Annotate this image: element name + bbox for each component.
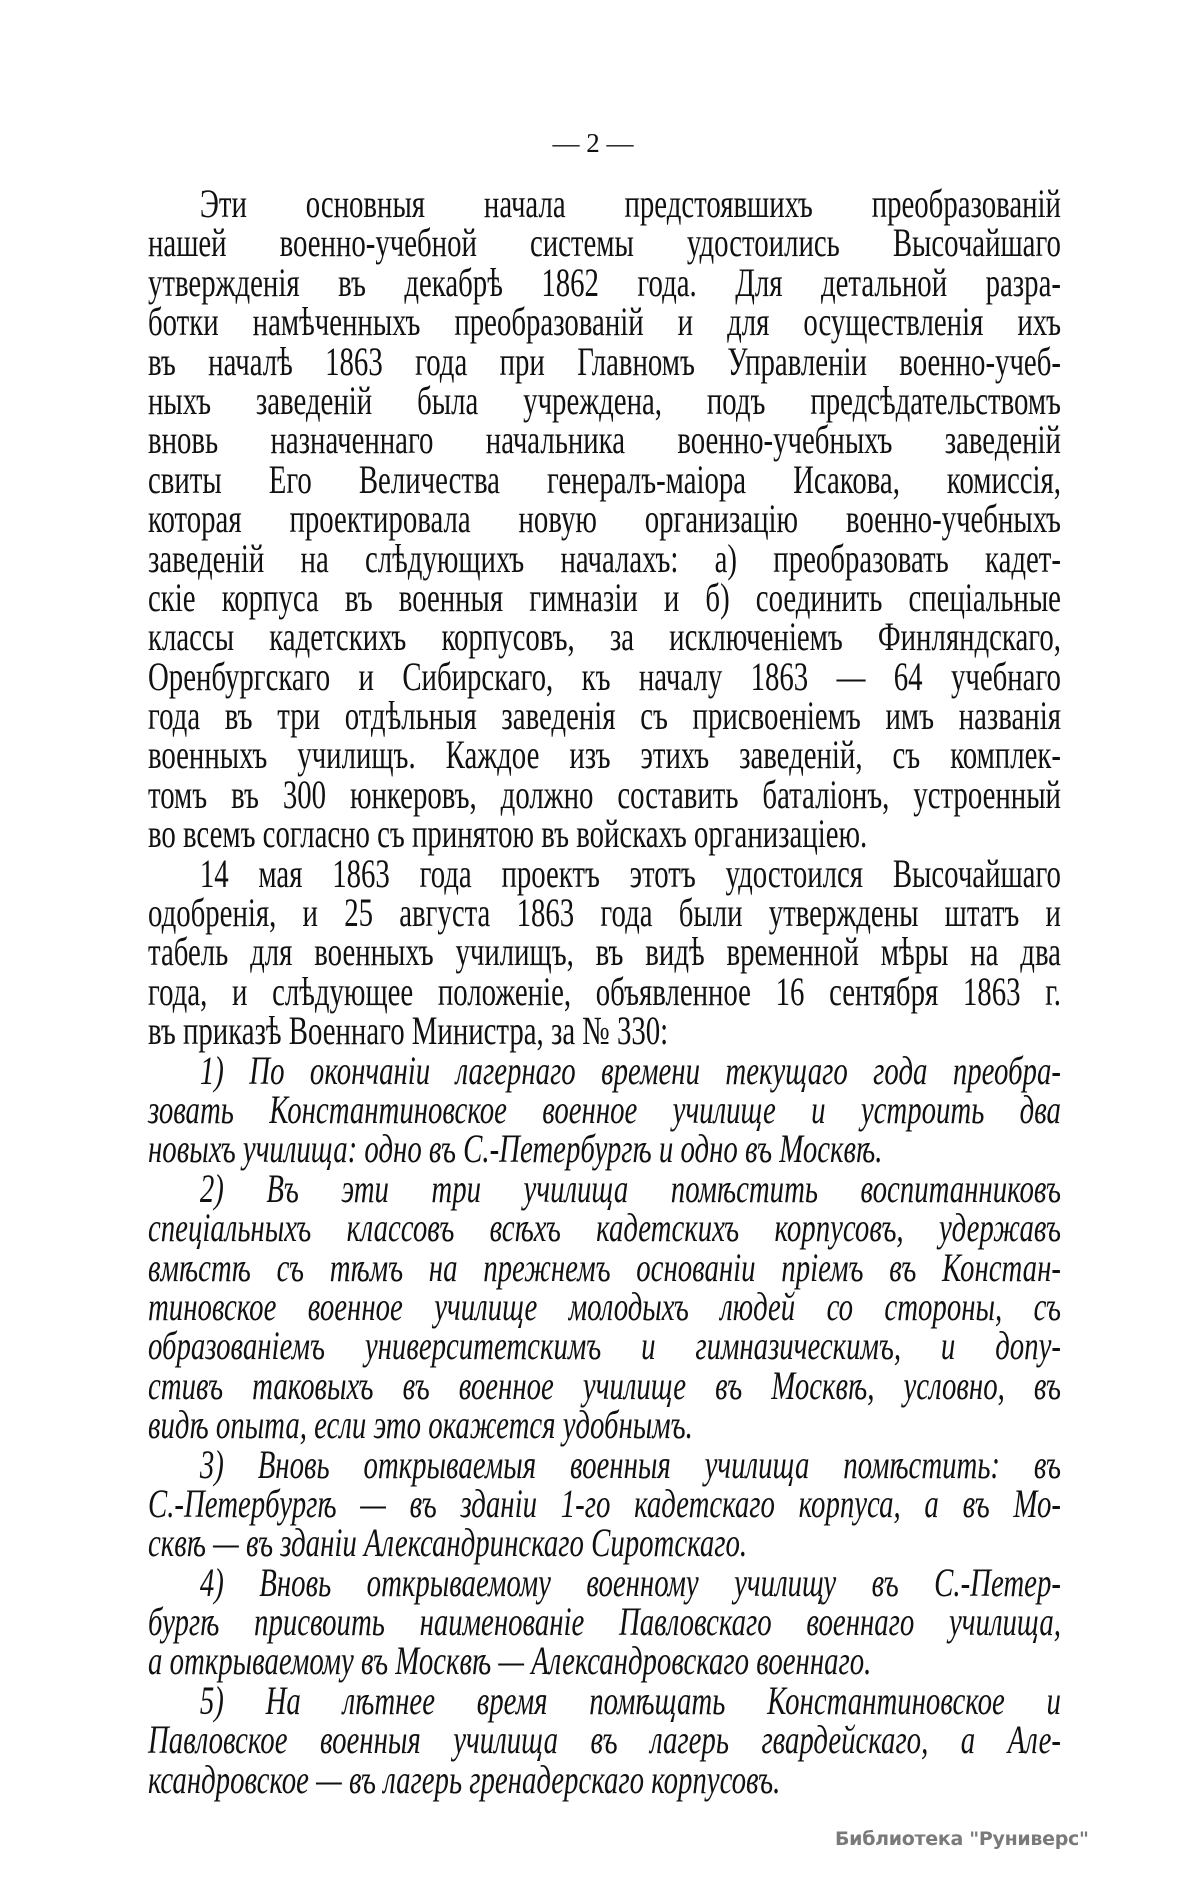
line-text: образованіемъ университетскимъ и гимназическимъ, и допу- [148,1323,1061,1369]
line-text: Оренбургскаго и Сибирскаго, къ началу 1863 — 64 учебнаго [148,653,1061,699]
line-text: года, и слѣдующее положеніе, объявленное 16 сентября 1863 г. [148,968,1061,1014]
text-line [148,220,1061,266]
decree-text-line [148,1638,1061,1684]
line-text: которая проектировала новую организацію военно-учебныхъ [148,496,1061,542]
text-line [148,693,1061,739]
line-text: одобренія, и 25 августа 1863 года были утверждены штатъ и [148,890,1061,936]
line-text: утвержденія въ декабрѣ 1862 года. Для детальной разра- [148,259,1061,305]
line-text: въ приказѣ Военнаго Министра, за № 330: [148,1008,669,1054]
decree-text-line [148,1283,1061,1329]
decree-text-line [148,1717,1061,1763]
decree-text-line [148,1086,1061,1132]
line-text: ботки намѣченныхъ преобразованій и для осуществленія ихъ [148,299,1061,345]
text-line [148,614,1061,660]
line-text: 3) Вновь открываемыя военныя училища помѣстить: въ [199,1441,1061,1487]
line-text: нашей военно-учебной системы удостоились Высочайшаго [148,220,1061,266]
line-text: бургѣ присвоить наименованіе Павловскаго военнаго училища, [148,1599,1061,1645]
line-text: ксандровское — въ лагерь гренадерскаго корпусовъ. [148,1756,781,1802]
line-text: а открываемому въ Москвѣ — Александровскаго военнаго. [148,1638,872,1684]
text-line [148,929,1061,975]
line-text: скіе корпуса въ военныя гимназіи и б) соединить спеціальные [148,574,1061,620]
text-line [148,535,1061,581]
line-text: видѣ опыта, если это окажется удобнымъ. [148,1402,693,1448]
decree-text-line [148,1402,1061,1448]
library-watermark: Библиотека "Руниверс" [835,1828,1089,1850]
decree-text-line [148,1047,1061,1093]
decree-text-line [148,1244,1061,1290]
text-line [148,574,1061,620]
line-text: томъ въ 300 юнкеровъ, должно составить баталіонъ, устроенный [148,771,1061,817]
document-body [148,181,1061,1802]
line-text: 5) На лѣтнее время помѣщать Константиновское и [199,1677,1061,1723]
line-text: года въ три отдѣльныя заведенія съ присвоеніемъ имъ названія [148,693,1061,739]
text-line [148,771,1061,817]
decree-text-line [148,1480,1061,1526]
line-text: новыхъ училища: одно въ С.-Петербургѣ и одно въ Москвѣ. [148,1126,883,1172]
text-line [148,732,1061,778]
text-line [148,850,1061,896]
text-line [148,1008,1061,1054]
text-line [148,181,1061,226]
line-text: спеціальныхъ классовъ всѣхъ кадетскихъ корпусовъ, удержавъ [148,1205,1061,1251]
decree-text-line [148,1599,1061,1645]
text-line [148,968,1061,1014]
line-text: тиновское военное училище молодыхъ людей со стороны, съ [148,1283,1061,1329]
decree-text-line [148,1520,1061,1566]
line-text: ныхъ заведеній была учреждена, подъ предсѣдательствомъ [148,377,1061,423]
line-text: 2) Въ эти три училища помѣстить воспитанниковъ [199,1165,1061,1211]
text-line [148,299,1061,345]
line-text: классы кадетскихъ корпусовъ, за исключеніемъ Финляндскаго, [148,614,1061,660]
text-line [148,338,1061,384]
line-text: табель для военныхъ училищъ, въ видѣ временной мѣры на два [148,929,1061,975]
line-text: военныхъ училищъ. Каждое изъ этихъ заведеній, съ комплек- [148,732,1061,778]
line-text: вмѣстѣ съ тѣмъ на прежнемъ основаніи пріемъ въ Констан- [148,1244,1061,1290]
line-text: свиты Его Величества генералъ-маіора Исакова, комиссія, [148,456,1061,502]
decree-text-line [148,1441,1061,1487]
line-text: 1) По окончаніи лагернаго времени текущаго года преобра- [199,1047,1061,1093]
decree-text-line [148,1126,1061,1172]
text-line [148,496,1061,542]
line-text: С.-Петербургѣ — въ зданіи 1-го кадетскаго корпуса, а въ Мо- [148,1480,1061,1526]
text-line [148,259,1061,305]
line-text: зовать Константиновское военное училище и устроить два [148,1086,1061,1132]
line-text: стивъ таковыхъ въ военное училище въ Москвѣ, условно, въ [148,1362,1061,1408]
decree-text-line [148,1323,1061,1369]
text-line [148,890,1061,936]
decree-text-line [148,1205,1061,1251]
decree-text-line [148,1165,1061,1211]
text-line [148,653,1061,699]
line-text: въ началѣ 1863 года при Главномъ Управленіи военно-учеб- [148,338,1061,384]
line-text: заведеній на слѣдующихъ началахъ: а) преобразовать кадет- [148,535,1061,581]
decree-text-line [148,1756,1061,1802]
line-text: 14 мая 1863 года проектъ этотъ удостоился Высочайшаго [199,850,1061,896]
text-line [148,377,1061,423]
page-number: — 2 — [552,128,634,158]
text-line [148,417,1061,463]
decree-text-line [148,1559,1061,1605]
decree-text-line [148,1677,1061,1723]
line-text: 4) Вновь открываемому военному училищу въ С.-Петер- [199,1559,1061,1605]
line-text: вновь назначеннаго начальника военно-учебныхъ заведеній [148,417,1061,463]
line-text: во всемъ согласно съ принятою въ войскахъ организаціею. [148,811,868,857]
text-line [148,456,1061,502]
text-line [148,811,1061,857]
decree-text-line [148,1362,1061,1408]
line-text: Павловское военныя училища въ лагерь гвардейскаго, а Але- [148,1717,1061,1763]
line-text: сквѣ — въ зданіи Александринскаго Сиротскаго. [148,1520,748,1566]
line-text: Эти основныя начала предстоявшихъ преобразованій [199,181,1061,226]
